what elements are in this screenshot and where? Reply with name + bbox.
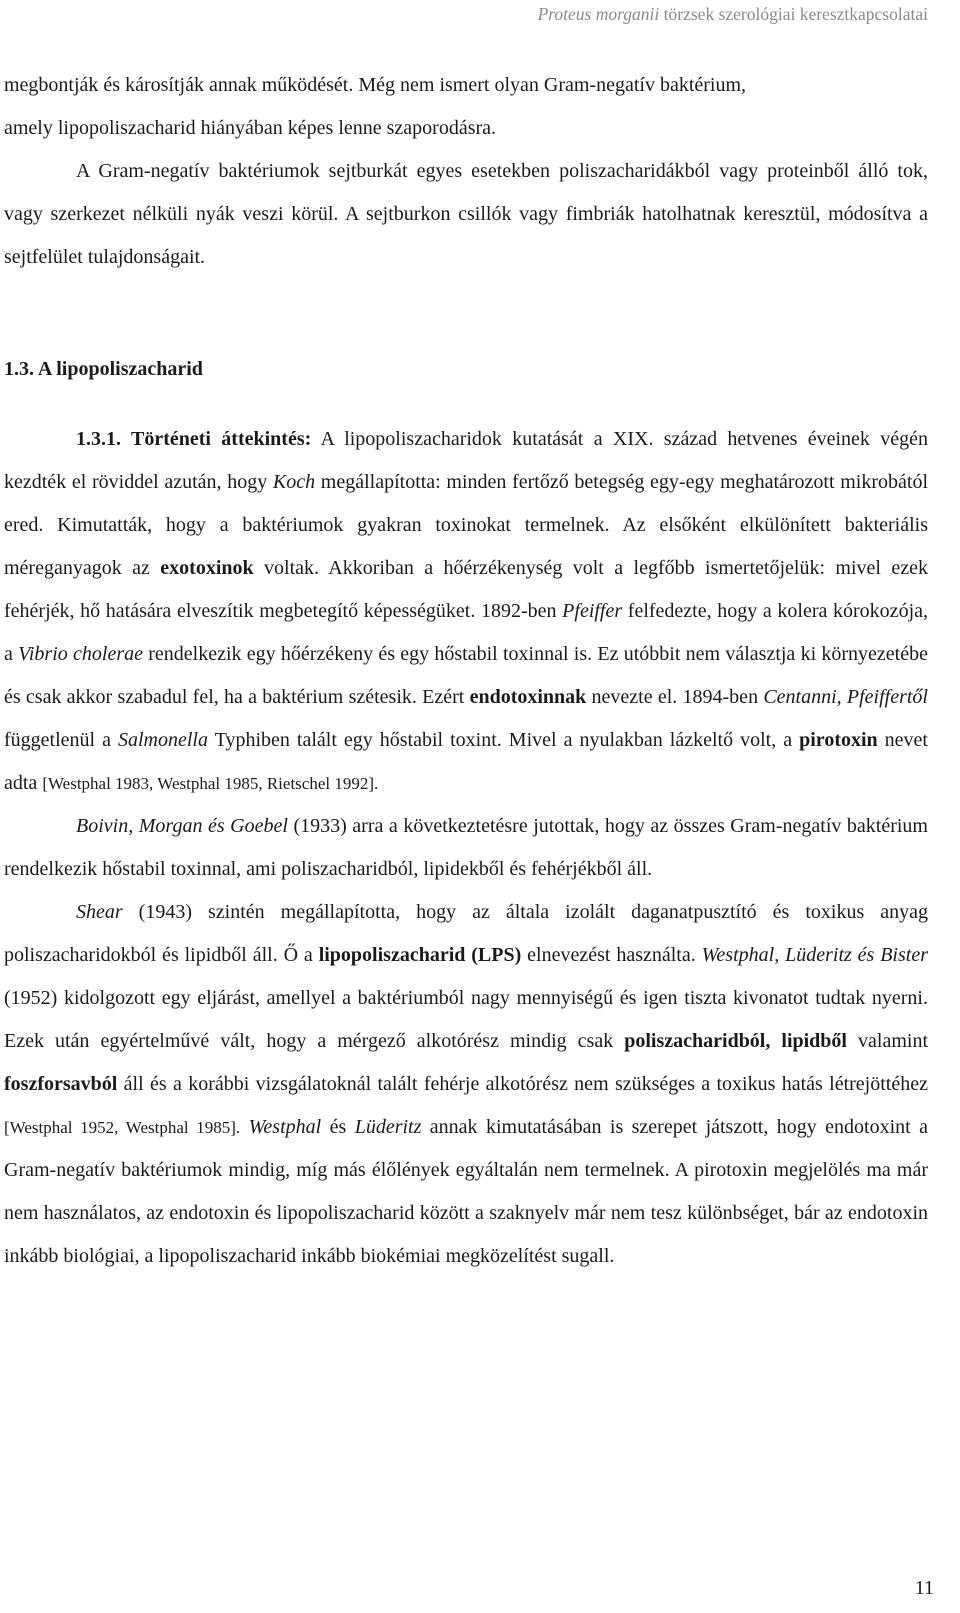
running-header-title: törzsek szerológiai keresztkapcsolatai <box>659 4 928 24</box>
citation: [Westphal 1983, Westphal 1985, Rietschel 1992]. <box>42 774 379 793</box>
paragraph-line: amely lipopoliszacharid hiányában képes lenne szaporodásra. <box>4 117 497 139</box>
subsection-heading: 1.3.1. Történeti áttekintés: <box>76 428 312 450</box>
section-heading: 1.3. A lipopoliszacharid <box>4 358 203 380</box>
paragraph-line: megbontják és károsítják annak működését. Még nem ismert olyan Gram-negatív baktérium, <box>4 74 747 96</box>
citation: [Westphal 1952, Westphal 1985]. <box>4 1118 241 1137</box>
paragraph-history: 1.3.1. Történeti áttekintés: A lipopoliszacharidok kutatását a XIX. század hetvenes éveinek végén kezdték el röviddel azután, hogy Koch megállapította: minden fertőző betegség egy-egy meghatározott mikrobától ered. Kimutatták, hogy a baktériumok gyakran toxinokat termelnek. Az elsőként elkülönített bakteriális méreganyagok az exotoxinok voltak. Akkoriban a hőérzékenység volt a legfőbb ismertetőjelük: mivel ezek fehérjék, hő hatására elveszítik megbetegítő képességüket. 1892-ben Pfeiffer felfedezte, hogy a kolera kórokozója, a Vibrio cholerae rendelkezik egy hőérzékeny és egy hőstabil toxinnal is. Ez utóbbit nem választja ki környezetébe és csak akkor szabadul fel, ha a baktérium szétesik. Ezért endotoxinnak nevezte el. 1894-ben Centanni, Pfeiffertől függetlenül a Salmonella Typhiben talált egy hőstabil toxint. Mivel a nyulakban lázkeltő volt, a pirotoxin nevet adta [Westphal 1983, Westphal 1985, Rietschel 1992]. <box>4 428 929 794</box>
running-header <box>538 4 928 25</box>
paragraph-boivin: Boivin, Morgan és Goebel (1933) arra a következtetésre jutottak, hogy az összes Gram-negatív baktérium rendelkezik hőstabil toxinnal, ami poliszacharidból, lipidekből és fehérjékből áll. <box>4 815 928 880</box>
running-header-organism: Proteus morganii <box>537 4 660 24</box>
paragraph-shear: Shear (1943) szintén megállapította, hogy az általa izolált daganatpusztító és toxikus anyag poliszacharidokból és lipidből áll. Ő a lipopoliszacharid (LPS) elnevezést használta. Westphal, Lüderitz és Bister (1952) kidolgozott egy eljárást, amellyel a baktériumból nagy mennyiségű és igen tiszta kivonatot tudtak nyerni. Ezek után egyértelművé vált, hogy a mérgező alkotórész mindig csak poliszacharidból, lipidből valamint foszforsavból áll és a korábbi vizsgálatoknál talált fehérje alkotórész nem szükséges a toxikus hatás létrejöttéhez [Westphal 1952, Westphal 1985]. Westphal és Lüderitz annak kimutatásában is szerepet játszott, hogy endotoxint a Gram-negatív baktériumok mindig, míg más élőlények egyáltalán nem termelnek. A pirotoxin megjelölés ma már nem használatos, az endotoxin és lipopoliszacharid között a szaknyelv már nem tesz különbséget, bár az endotoxin inkább biológiai, a lipopoliszacharid inkább biokémiai megközelítést sugall. <box>4 901 929 1267</box>
document-body <box>4 64 928 1278</box>
page-number: 11 <box>914 1577 934 1599</box>
paragraph-capsule: A Gram-negatív baktériumok sejtburkát egyes esetekben poliszacharidákból vagy proteinből álló tok, vagy szerkezet nélküli nyák veszi körül. A sejtburkon csillók vagy fimbriák hatolhatnak keresztül, módosítva a sejtfelület tulajdonságait. <box>4 160 928 268</box>
